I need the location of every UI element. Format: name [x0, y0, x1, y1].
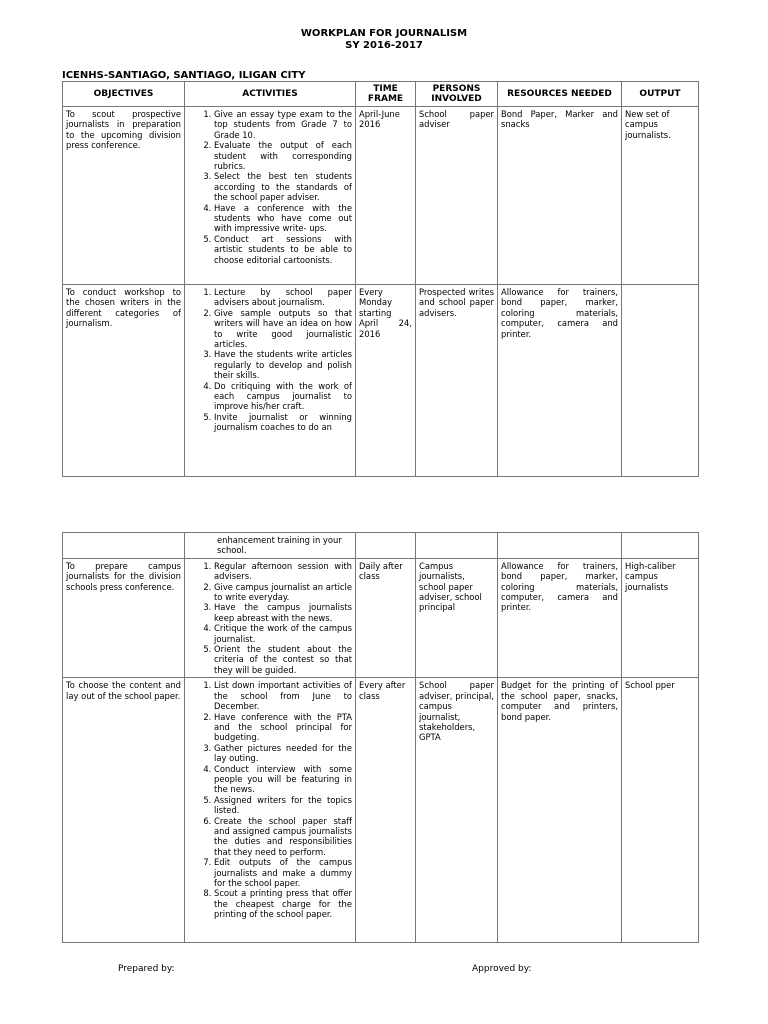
output-cell: New set of campus journalists. [622, 107, 699, 285]
header-resources: RESOURCES NEEDED [498, 82, 622, 107]
activities-cell [185, 107, 356, 285]
objective-cell: To prepare campus journalists for the division schools press conference. [63, 558, 185, 677]
resources-cell: Allowance for trainers, bond paper, marker, coloring materials, computer, camera and printer. [498, 285, 622, 477]
header-activities: ACTIVITIES [185, 82, 356, 107]
school-year: SY 2016-2017 [345, 40, 423, 51]
activities-cell [185, 285, 356, 477]
approved-by-label: Approved by: [472, 964, 532, 974]
activities-continuation: enhancement training in your school. [185, 533, 356, 559]
time-frame-cell: Every after class [356, 678, 416, 943]
activities-cell [185, 558, 356, 677]
activity-item: 3. Gather pictures needed for the lay outing. [214, 743, 352, 764]
activity-item: 2. Have conference with the PTA and the school principal for budgeting. [214, 712, 352, 743]
prepared-by-label: Prepared by: [118, 964, 175, 974]
persons-cell: Campus journalists, school paper adviser, school principal [416, 558, 498, 677]
resources-cell: Bond Paper, Marker and snacks [498, 107, 622, 285]
activity-item: 4. Have a conference with the students who have come out with impressive write- ups. [214, 203, 352, 234]
table-row [63, 285, 699, 477]
activity-item: 1. Give an essay type exam to the top students from Grade 7 to Grade 10. [214, 109, 352, 140]
activity-item: 3. Have the campus journalists keep abreast with the news. [214, 602, 352, 623]
activity-item: 2. Give sample outputs so that writers will have an idea on how to write good journalistic articles. [214, 308, 352, 350]
activity-item: 8. Scout a printing press that offer the cheapest charge for the printing of the school paper. [214, 888, 352, 919]
activity-item: 6. Create the school paper staff and assigned campus journalists the duties and responsibilities that they need to perform. [214, 816, 352, 858]
header-time-frame: TIME FRAME [356, 82, 416, 107]
objective-cell: To conduct workshop to the chosen writers in the different categories of journalism. [63, 285, 185, 477]
resources-cell: Allowance for trainers, bond paper, marker, coloring materials, computer, camera and printer. [498, 558, 622, 677]
activity-item: 3. Have the students write articles regularly to develop and polish their skills. [214, 349, 352, 380]
activity-item: 5. Orient the student about the criteria of the contest so that they will be guided. [214, 644, 352, 675]
objective-cell: To choose the content and lay out of the school paper. [63, 678, 185, 943]
table-row [63, 558, 699, 677]
time-frame-cell: Every Monday starting April 24, 2016 [356, 285, 416, 477]
activity-item: 2. Evaluate the output of each student with corresponding rubrics. [214, 140, 352, 171]
school-name: ICENHS-SANTIAGO, SANTIAGO, ILIGAN CITY [62, 70, 306, 81]
continuation-row [63, 533, 699, 559]
activity-item: 4. Critique the work of the campus journalist. [214, 623, 352, 644]
activity-item: 7. Edit outputs of the campus journalists and make a dummy for the school paper. [214, 857, 352, 888]
activity-item: 1. Lecture by school paper advisers about journalism. [214, 287, 352, 308]
activity-item: 5. Invite journalist or winning journalism coaches to do an [214, 412, 352, 433]
workplan-table-page2 [62, 532, 699, 943]
activities-cell [185, 678, 356, 943]
activity-item: 3. Select the best ten students according to the standards of the school paper adviser. [214, 171, 352, 202]
header-output: OUTPUT [622, 82, 699, 107]
resources-cell: Budget for the printing of the school paper, snacks, computer and printers, bond paper. [498, 678, 622, 943]
table-row [63, 678, 699, 943]
output-cell: High-caliber campus journalists [622, 558, 699, 677]
header-persons: PERSONS INVOLVED [416, 82, 498, 107]
time-frame-cell: April-June 2016 [356, 107, 416, 285]
workplan-table-page1 [62, 81, 699, 477]
persons-cell: Prospected writes and school paper advisers. [416, 285, 498, 477]
header-objectives: OBJECTIVES [63, 82, 185, 107]
activity-item: 1. Regular afternoon session with advisers. [214, 561, 352, 582]
activity-item: 2. Give campus journalist an article to write everyday. [214, 582, 352, 603]
persons-cell: School paper adviser, principal, campus journalist, stakeholders, GPTA [416, 678, 498, 943]
activity-item: 5. Conduct art sessions with artistic students to be able to choose editorial cartoonists. [214, 234, 352, 265]
objective-cell: To scout prospective journalists in preparation to the upcoming division press conference. [63, 107, 185, 285]
activity-item: 5. Assigned writers for the topics listed. [214, 795, 352, 816]
output-cell: School pper [622, 678, 699, 943]
time-frame-cell: Daily after class [356, 558, 416, 677]
table-row [63, 107, 699, 285]
activity-item: 1. List down important activities of the school from June to December. [214, 680, 352, 711]
output-cell [622, 285, 699, 477]
persons-cell: School paper adviser [416, 107, 498, 285]
header-row [63, 82, 699, 107]
document-title: WORKPLAN FOR JOURNALISM [300, 28, 468, 39]
activity-item: 4. Do critiquing with the work of each campus journalist to improve his/her craft. [214, 381, 352, 412]
activity-item: 4. Conduct interview with some people you will be featuring in the news. [214, 764, 352, 795]
